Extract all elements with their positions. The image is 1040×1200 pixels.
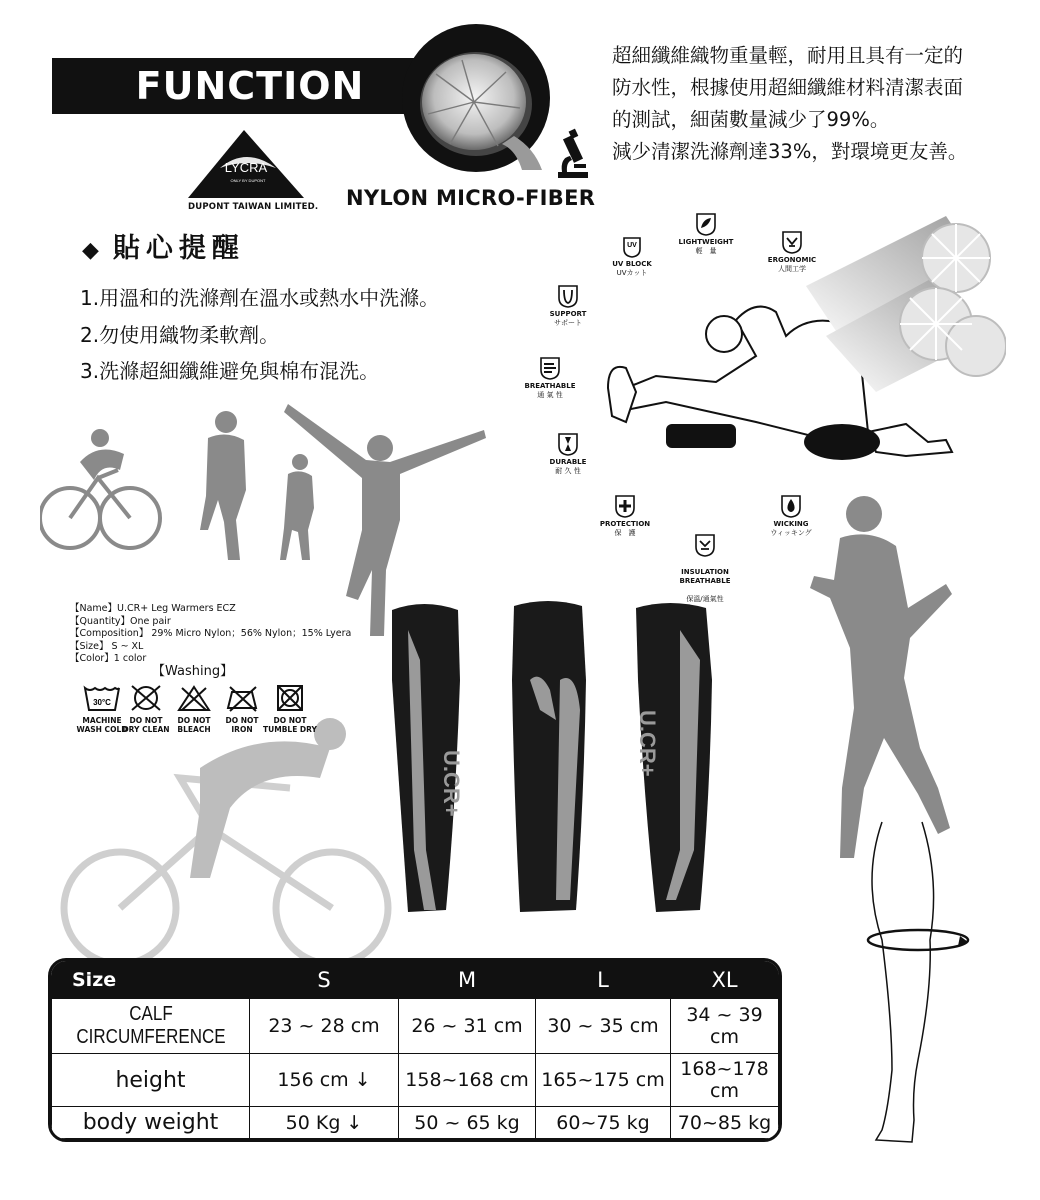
- table-cell: 70~85 kg: [671, 1107, 779, 1139]
- row-label: CALF CIRCUMFERENCE: [66, 999, 234, 1054]
- leg-measurement-diagram: [852, 820, 972, 1150]
- feature-support: [540, 284, 596, 328]
- product-specs: [70, 603, 351, 666]
- wash-temp: 30°C: [93, 698, 111, 707]
- sleeve-logo: U.CR+: [439, 750, 464, 817]
- feature-label: UV BLOCK: [612, 260, 652, 268]
- care-item: 1.用溫和的洗滌劑在溫水或熱水中洗滌。: [80, 286, 440, 310]
- spec-name: 【Name】U.CR+ Leg Warmers ECZ: [70, 603, 236, 614]
- feature-sub: サポート: [554, 319, 582, 327]
- row-label: body weight: [52, 1107, 250, 1139]
- feature-label: LIGHTWEIGHT: [678, 238, 734, 246]
- dupont-company: DUPONT TAIWAN LIMITED.: [188, 202, 319, 212]
- ergonomic-icon: [780, 230, 804, 254]
- spec-size: 【Size】 S ~ XL: [70, 640, 144, 652]
- feature-label: SUPPORT: [549, 310, 587, 318]
- feature-sub: 保溫/通氣性: [686, 595, 724, 603]
- protection-icon: [613, 494, 637, 518]
- feather-icon: [694, 212, 718, 236]
- table-cell: 165~175 cm: [536, 1054, 671, 1107]
- table-cell: 50 ~ 65 kg: [399, 1107, 536, 1139]
- feature-sub: 耐 久 性: [555, 467, 581, 475]
- intro-line: 超細纖維織物重量輕，耐用且具有一定的: [612, 44, 964, 67]
- fiber-cylinders-illustration: [786, 196, 1006, 396]
- care-title: 貼心提醒: [112, 233, 245, 264]
- feature-label: WICKING: [773, 520, 809, 528]
- lycra-logo: [186, 128, 306, 204]
- table-cell: 156 cm ↓: [250, 1054, 399, 1107]
- feature-label: BREATHABLE: [524, 382, 576, 390]
- feature-sub: 保 護: [614, 529, 636, 537]
- runner-silhouette: [200, 411, 246, 560]
- diamond-bullet-icon: ◆: [82, 238, 99, 263]
- feature-label: DURABLE: [549, 458, 587, 466]
- table-cell: 158~168 cm: [399, 1054, 536, 1107]
- size-header-row: [52, 962, 779, 999]
- wash-label: DO NOT BLEACH: [177, 716, 211, 734]
- no-tumble-dry-icon: [270, 684, 310, 712]
- wash-label: DO NOT IRON: [225, 716, 259, 734]
- feature-wicking: [762, 494, 820, 538]
- intro-line: 的測試，細菌數量減少了99%。: [612, 108, 890, 131]
- table-cell: 50 Kg ↓: [250, 1107, 399, 1139]
- uv-block-icon: [621, 236, 643, 258]
- intro-paragraph: [612, 40, 1012, 168]
- spec-quantity: 【Quantity】One pair: [70, 615, 171, 627]
- leg-sleeve: [512, 601, 586, 912]
- table-row: [52, 1054, 779, 1107]
- microscope-icon: [556, 128, 590, 180]
- triathlon-cyclist-silhouette: [60, 708, 410, 968]
- feature-protection: [596, 494, 654, 538]
- lycra-logo-sub: ONLY BY DUPONT: [230, 178, 266, 183]
- size-header-cell: Size: [52, 962, 250, 999]
- fiber-cross-section-image: [402, 24, 550, 172]
- feature-label: ERGONOMIC: [767, 256, 817, 264]
- washing-label: 【Washing】: [152, 664, 234, 679]
- sleeve-logo: U.CR+: [635, 710, 660, 777]
- nylon-microfiber-label: NYLON MICRO-FIBER: [346, 186, 596, 210]
- leg-sleeve: [392, 604, 464, 912]
- table-row: [52, 1107, 779, 1139]
- size-header-cell: XL: [671, 962, 779, 999]
- leg-sleeve: [635, 603, 712, 912]
- care-heading: [82, 226, 245, 265]
- size-header-cell: L: [536, 962, 671, 999]
- intro-line: 減少清潔洗滌劑達33%，對環境更友善。: [612, 140, 968, 163]
- feature-sub: 人間工学: [778, 265, 806, 273]
- support-icon: [556, 284, 580, 308]
- wash-label: MACHINE WASH COLD: [76, 716, 128, 734]
- cyclist-silhouette: [40, 429, 160, 548]
- spec-color: 【Color】1 color: [70, 653, 147, 664]
- care-item: 3.洗滌超細纖維避免與棉布混洗。: [80, 359, 380, 383]
- durable-icon: [556, 432, 580, 456]
- no-iron-icon: [222, 684, 262, 712]
- lycra-logo-text: LYCRA: [224, 160, 268, 175]
- feature-label: PROTECTION: [599, 520, 651, 528]
- size-header-cell: S: [250, 962, 399, 999]
- feature-sub: 輕 量: [695, 247, 717, 255]
- feature-breathable: [520, 356, 580, 400]
- wash-label: DO NOT TUMBLE DRY: [263, 716, 317, 734]
- wash-label: DO NOT DRY CLEAN: [122, 716, 170, 734]
- runner-silhouette: [280, 454, 314, 560]
- leg-sleeves-product: [380, 600, 720, 920]
- size-table: [48, 958, 780, 1140]
- spec-composition: 【Composition】 29% Micro Nylon；56% Nylon；15% Lyera: [70, 628, 352, 639]
- feature-ergonomic: [760, 230, 824, 274]
- intro-line: 防水性，根據使用超細纖維材料清潔表面: [612, 76, 964, 99]
- feature-lightweight: [672, 212, 740, 256]
- care-list: [80, 280, 439, 390]
- breathable-icon: [538, 356, 562, 380]
- feature-sub: UVカット: [616, 269, 648, 277]
- feature-sub: ウィッキング: [770, 529, 812, 537]
- svg-text:UV: UV: [627, 242, 637, 249]
- table-cell: 168~178 cm: [671, 1054, 779, 1107]
- feature-sub: 通 氣 性: [537, 391, 563, 399]
- table-cell: 34 ~ 39 cm: [671, 999, 779, 1054]
- feature-uv-block: [604, 236, 660, 278]
- function-title: FUNCTION: [135, 64, 365, 108]
- wicking-icon: [779, 494, 803, 518]
- marathon-runner-silhouette: [800, 488, 980, 868]
- insulation-icon: [693, 533, 717, 557]
- table-cell: 26 ~ 31 cm: [399, 999, 536, 1054]
- size-header-cell: M: [399, 962, 536, 999]
- feature-label: INSULATION BREATHABLE: [679, 568, 731, 585]
- fiber-micrograph: [402, 24, 550, 172]
- table-row: [52, 999, 779, 1054]
- no-bleach-icon: [174, 684, 214, 712]
- feature-durable: [540, 432, 596, 476]
- table-cell: 30 ~ 35 cm: [536, 999, 671, 1054]
- no-dry-clean-icon: [126, 684, 166, 712]
- table-cell: 23 ~ 28 cm: [250, 999, 399, 1054]
- table-cell: 60~75 kg: [536, 1107, 671, 1139]
- row-label: height: [52, 1054, 250, 1107]
- care-item: 2.勿使用織物柔軟劑。: [80, 322, 280, 347]
- wash-item: [260, 684, 320, 734]
